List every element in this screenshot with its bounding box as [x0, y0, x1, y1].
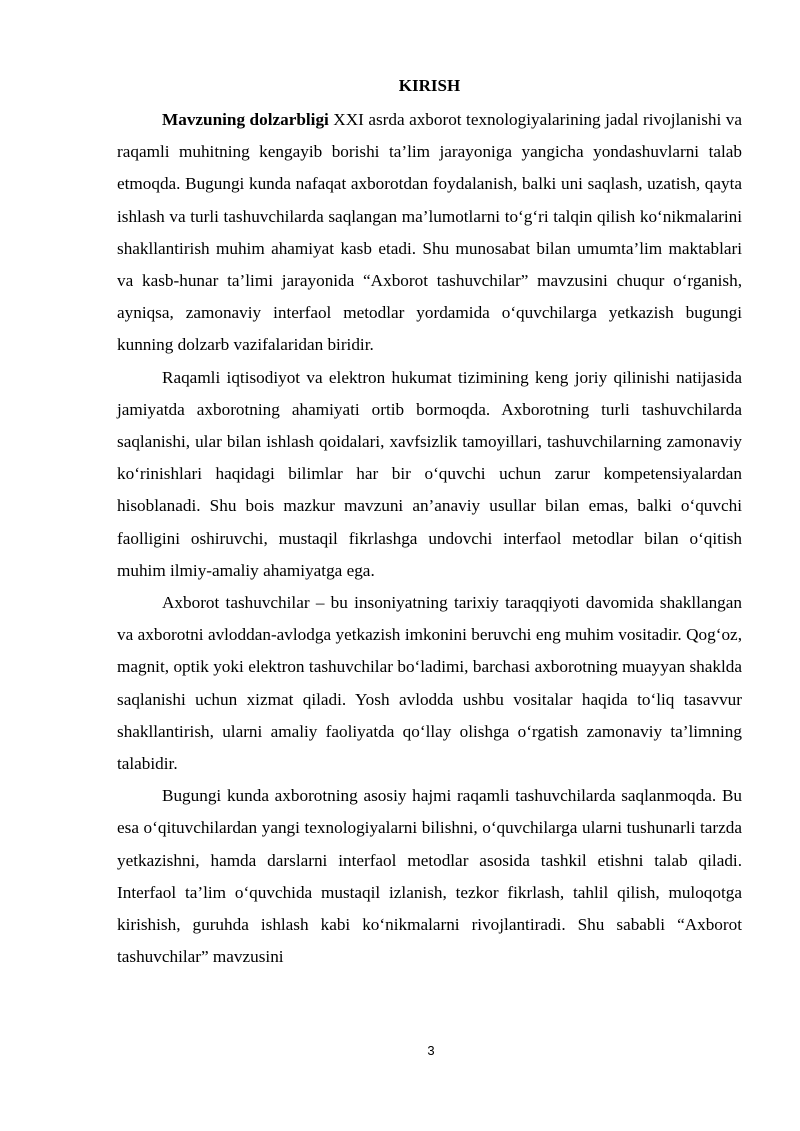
- paragraph-text: XXI asrda axborot texnologiyalarining jadal rivojlanishi va raqamli muhitning kengayib borishi ta’lim jarayoniga yangicha yondashuvlarni talab etmoqda. Bugungi kunda nafaqat axborotdan foydalanish, balki uni saqlash, uzatish, qayta ishlash va turli tashuvchilarda saqlangan ma’lumotlarni to‘g‘ri talqin qilish ko‘nikmalarini shakllantirish muhim ahamiyat kasb etadi. Shu munosabat bilan umumta’lim maktablari va kasb-hunar ta’limi jarayonida “Axborot tashuvchilar” mavzusini chuqur o‘rganish, ayniqsa, zamonaviy interfaol metodlar yordamida o‘quvchilarga yetkazish bugungi kunning dolzarb vazifalaridan biridir.: [117, 110, 742, 355]
- paragraph-information-carriers: Axborot tashuvchilar – bu insoniyatning tarixiy taraqqiyoti davomida shakllangan va axborotni avloddan-avlodga yetkazish imkonini beruvchi eng muhim vositadir. Qog‘oz, magnit, optik yoki elektron tashuvchilar bo‘ladimi, barchasi axborotning muayyan shaklda saqlanishi uchun xizmat qiladi. Yosh avlodda ushbu vositalar haqida to‘liq tasavvur shakllantirish, ularni amaliy faoliyatda qo‘llay olishga o‘rgatish zamonaviy ta’limning talabidir.: [117, 593, 742, 774]
- paragraph-digital-carriers: Bugungi kunda axborotning asosiy hajmi raqamli tashuvchilarda saqlanmoqda. Bu esa o‘qituvchilardan yangi texnologiyalarni bilishni, o‘quvchilarga ularni tushunarli tarzda yetkazishni, hamda darslarni interfaol metodlar asosida tashkil etishni talab qiladi. Interfaol ta’lim o‘quvchida mustaqil izlanish, tezkor fikrlash, tahlil qilish, muloqotga kirishish, guruhda ishlash kabi ko‘nikmalarni rivojlantiradi. Shu sababli “Axborot tashuvchilar” mavzusini: [117, 786, 742, 967]
- paragraph-lead: Mavzuning dolzarbligi: [162, 110, 329, 129]
- paragraph-digital-economy: Raqamli iqtisodiyot va elektron hukumat tizimining keng joriy qilinishi natijasida jamiyatda axborotning ahamiyati ortib bormoqda. Axborotning turli tashuvchilarda saqlanishi, ular bilan ishlash qoidalari, xavfsizlik tamoyillari, tashuvchilarning zamonaviy ko‘rinishlari haqidagi bilimlar har bir o‘quvchi uchun zarur kompetensiyalardan hisoblanadi. Shu bois mazkur mavzuni an’anaviy usullar bilan emas, balki o‘quvchi faolligini oshiruvchi, mustaqil fikrlashga undovchi interfaol metodlar bilan o‘qitish muhim ilmiy-amaliy ahamiyatga ega.: [117, 367, 742, 580]
- paragraph-relevance: [117, 104, 742, 362]
- page-number: 3: [427, 1043, 435, 1058]
- section-heading: KIRISH: [398, 76, 461, 95]
- document-page: [117, 74, 742, 973]
